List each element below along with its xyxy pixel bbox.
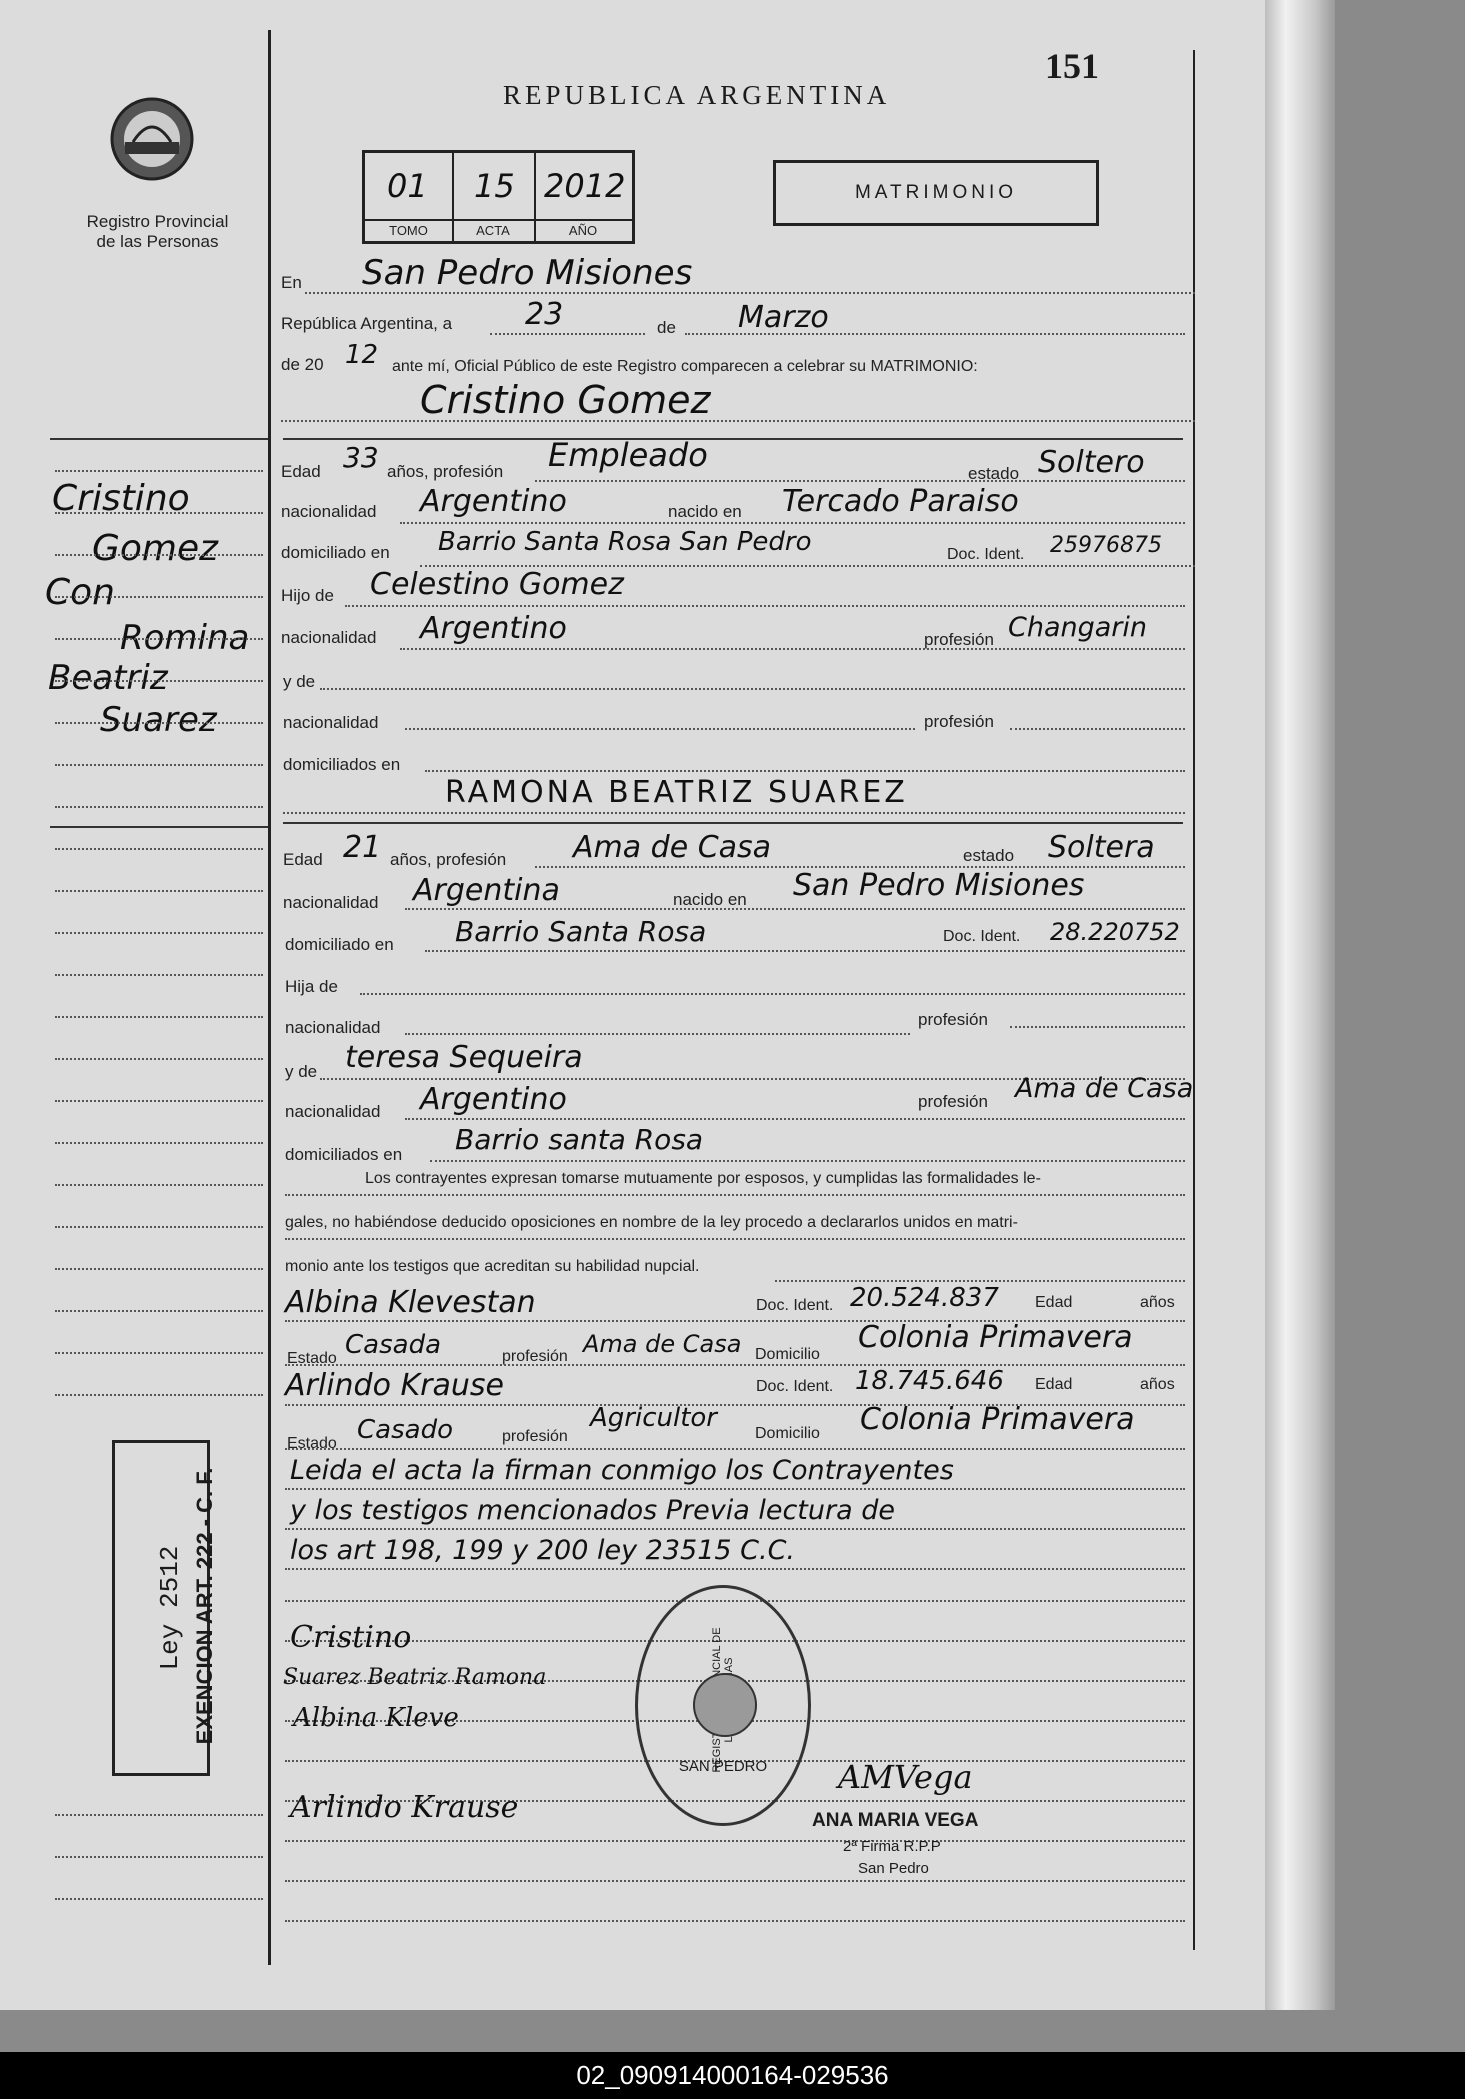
observation-line-1: Leida el acta la firman conmigo los Contrayentes bbox=[290, 1455, 954, 1486]
groom-estado: Soltero bbox=[1038, 445, 1145, 480]
groom-madre-nac-label: nacionalidad bbox=[283, 713, 379, 732]
bride-edad: 21 bbox=[343, 830, 382, 865]
bride-estado-label: estado bbox=[963, 846, 1015, 865]
groom-doc-label: Doc. Ident. bbox=[947, 546, 1025, 563]
groom-estado-label: estado bbox=[968, 464, 1020, 483]
margin-ruled-line bbox=[55, 512, 263, 514]
bride-doc-label: Doc. Ident. bbox=[943, 928, 1021, 945]
signature-bride: Suarez Beatriz Ramona bbox=[283, 1665, 547, 1690]
book-binding bbox=[1285, 0, 1335, 2010]
witness2-domicilio: Colonia Primavera bbox=[860, 1402, 1135, 1437]
witness1-edad-label: Edad bbox=[1035, 1294, 1073, 1311]
intro-month: Marzo bbox=[738, 300, 829, 335]
margin-ruled-line bbox=[55, 1856, 263, 1858]
groom-domiciliados-label: domiciliados en bbox=[283, 755, 401, 774]
margin-note-5: Beatriz bbox=[48, 658, 168, 698]
groom-yde-label: y de bbox=[283, 672, 316, 691]
witness1-estado: Casada bbox=[345, 1330, 442, 1360]
groom-domicilio: Barrio Santa Rosa San Pedro bbox=[438, 527, 812, 557]
bride-padre-nac-label: nacionalidad bbox=[285, 1018, 381, 1037]
bride-madre-nac: Argentino bbox=[420, 1082, 567, 1117]
bride-madre-prof: Ama de Casa bbox=[1015, 1073, 1194, 1104]
witness1-profesion: Ama de Casa bbox=[583, 1330, 742, 1358]
margin-note-4: Romina bbox=[120, 618, 250, 658]
margin-ruled-line bbox=[55, 1310, 263, 1312]
witness1-doc: 20.524.837 bbox=[850, 1283, 999, 1313]
margin-rule bbox=[268, 30, 271, 1965]
bride-estado: Soltera bbox=[1048, 830, 1155, 865]
declaration-line-1: Los contrayentes expresan tomarse mutuamente por esposos, y cumplidas las formalidades le- bbox=[365, 1170, 1041, 1187]
bride-domicilio: Barrio Santa Rosa bbox=[455, 915, 707, 948]
signature-groom: Cristino bbox=[290, 1620, 412, 1655]
margin-ruled-line bbox=[55, 890, 263, 892]
groom-madre-prof-label: profesión bbox=[924, 712, 994, 731]
witness1-anos-label: años bbox=[1140, 1294, 1175, 1311]
margin-note-2: Gomez bbox=[92, 528, 219, 569]
groom-padre-prof: Changarin bbox=[1008, 612, 1148, 643]
groom-nac-label: nacionalidad bbox=[281, 502, 377, 521]
ante-text: ante mí, Oficial Público de este Registro comparecen a celebrar su MATRIMONIO: bbox=[392, 358, 978, 375]
margin-ruled-line bbox=[55, 1142, 263, 1144]
exemption-stamp bbox=[112, 1440, 217, 1776]
file-id: 02_090914000164-029536 bbox=[576, 2060, 889, 2090]
acta-value: 15 bbox=[474, 167, 515, 205]
margin-ruled-line bbox=[55, 1394, 263, 1396]
groom-nacido: Tercado Paraiso bbox=[782, 484, 1019, 519]
margin-ruled-line bbox=[55, 974, 263, 976]
witness1-estado-label: Estado bbox=[287, 1350, 337, 1367]
margin-note-3: Con bbox=[45, 572, 115, 613]
margin-note-1: Cristino bbox=[52, 478, 190, 519]
en-label: En bbox=[281, 273, 302, 292]
groom-padre-prof-label: profesión bbox=[924, 630, 994, 649]
bride-nacido: San Pedro Misiones bbox=[793, 868, 1085, 903]
intro-day: 23 bbox=[525, 297, 564, 332]
bride-domicilio-padres: Barrio santa Rosa bbox=[455, 1123, 704, 1156]
bride-edad-label: Edad bbox=[283, 850, 323, 869]
margin-ruled-line bbox=[55, 1352, 263, 1354]
witness1-dom-label: Domicilio bbox=[755, 1346, 820, 1363]
bride-name: RAMONA BEATRIZ SUAREZ bbox=[445, 775, 908, 810]
official-title: 2ª Firma R.P.P bbox=[843, 1838, 941, 1855]
official-place: San Pedro bbox=[858, 1860, 929, 1877]
witness2-doc-label: Doc. Ident. bbox=[756, 1378, 834, 1395]
signature-witness1: Albina Kleve bbox=[293, 1703, 459, 1733]
bride-dom-label: domiciliado en bbox=[285, 935, 394, 954]
province-logo bbox=[105, 92, 200, 187]
margin-ruled-line bbox=[55, 1898, 263, 1900]
groom-profesion: Empleado bbox=[548, 436, 708, 474]
margin-ruled-line bbox=[55, 470, 263, 472]
witness2-profesion: Agricultor bbox=[590, 1403, 717, 1433]
bride-yde-label: y de bbox=[285, 1062, 318, 1081]
intro-place: San Pedro Misiones bbox=[362, 253, 693, 293]
anio-label: AÑO bbox=[534, 219, 632, 238]
bride-madre-nac-label: nacionalidad bbox=[285, 1102, 381, 1121]
bride-nac-label: nacionalidad bbox=[283, 893, 379, 912]
margin-ruled-line bbox=[55, 1058, 263, 1060]
bride-nacido-label: nacido en bbox=[673, 890, 747, 909]
year-prefix: de 20 bbox=[281, 355, 324, 374]
witness2-estado-label: Estado bbox=[287, 1435, 337, 1452]
declaration-line-3: monio ante los testigos que acreditan su habilidad nupcial. bbox=[285, 1258, 700, 1275]
tomo-value: 01 bbox=[387, 167, 428, 205]
groom-nacido-label: nacido en bbox=[668, 502, 742, 521]
witness2-prof-label: profesión bbox=[502, 1428, 568, 1445]
observation-line-2: y los testigos mencionados Previa lectura de bbox=[290, 1495, 895, 1526]
anio-value: 2012 bbox=[544, 167, 626, 205]
margin-ruled-line bbox=[55, 1268, 263, 1270]
margin-ruled-line bbox=[55, 722, 263, 724]
signature-witness2: Arlindo Krause bbox=[290, 1790, 519, 1825]
bride-madre-prof-label: profesión bbox=[918, 1092, 988, 1111]
page-number: 151 bbox=[1045, 46, 1099, 86]
margin-ruled-line bbox=[55, 1184, 263, 1186]
margin-ruled-line bbox=[55, 1814, 263, 1816]
witness1-prof-label: profesión bbox=[502, 1348, 568, 1365]
margin-ruled-line bbox=[55, 806, 263, 808]
witness1-domicilio: Colonia Primavera bbox=[858, 1320, 1133, 1355]
act-type-box bbox=[773, 160, 1099, 226]
groom-doc: 25976875 bbox=[1050, 533, 1162, 558]
margin-ruled-line bbox=[55, 596, 263, 598]
witness1-doc-label: Doc. Ident. bbox=[756, 1297, 834, 1314]
official-name: ANA MARIA VEGA bbox=[812, 1810, 979, 1831]
margin-ruled-line bbox=[55, 764, 263, 766]
margin-ruled-line bbox=[55, 638, 263, 640]
stamp-ley: Ley 2512 bbox=[155, 1545, 185, 1671]
margin-ruled-line bbox=[55, 1226, 263, 1228]
margin-ruled-line bbox=[55, 848, 263, 850]
groom-nacionalidad: Argentino bbox=[420, 484, 567, 519]
margin-ruled-line bbox=[55, 554, 263, 556]
groom-name: Cristino Gomez bbox=[420, 378, 711, 422]
witness2-dom-label: Domicilio bbox=[755, 1425, 820, 1442]
margin-ruled-line bbox=[55, 680, 263, 682]
bride-prof-label: años, profesión bbox=[390, 850, 507, 869]
margin-ruled-line bbox=[55, 932, 263, 934]
record-box bbox=[362, 150, 635, 244]
registry-seal bbox=[635, 1585, 811, 1826]
act-type: MATRIMONIO bbox=[854, 182, 1018, 203]
right-rule bbox=[1193, 50, 1195, 1950]
bride-profesion: Ama de Casa bbox=[573, 830, 772, 865]
witness2-name: Arlindo Krause bbox=[285, 1368, 504, 1403]
margin-ruled-line bbox=[55, 1100, 263, 1102]
file-id-bar bbox=[0, 2052, 1465, 2099]
year-suffix: 12 bbox=[345, 340, 379, 370]
bride-padre-prof-label: profesión bbox=[918, 1010, 988, 1029]
seal-emblem bbox=[693, 1673, 757, 1737]
declaration-line-2: gales, no habiéndose deducido oposiciones en nombre de la ley procedo a declararlos unidos en matri- bbox=[285, 1214, 1018, 1231]
bride-doc: 28.220752 bbox=[1050, 918, 1180, 946]
bride-hija-label: Hija de bbox=[285, 977, 338, 996]
registry-name: Registro Provincial de las Personas bbox=[86, 212, 229, 251]
witness2-edad-label: Edad bbox=[1035, 1376, 1073, 1393]
republica-label: República Argentina, a bbox=[281, 314, 453, 333]
bride-domiciliados-label: domiciliados en bbox=[285, 1145, 403, 1164]
signature-official: AMVega bbox=[838, 1758, 973, 1796]
stamp-exencion: EXENCION ART. 222 - C. F. bbox=[192, 1467, 217, 1745]
groom-prof-label: años, profesión bbox=[387, 462, 504, 481]
seal-place: SAN PEDRO bbox=[678, 1758, 768, 1775]
margin-ruled-line bbox=[55, 1016, 263, 1018]
groom-padre-nac-label: nacionalidad bbox=[281, 628, 377, 647]
country-title: REPUBLICA ARGENTINA bbox=[503, 80, 891, 110]
bride-nacionalidad: Argentina bbox=[413, 873, 560, 908]
groom-padre: Celestino Gomez bbox=[370, 567, 624, 602]
witness2-estado: Casado bbox=[357, 1415, 453, 1445]
witness1-name: Albina Klevestan bbox=[285, 1285, 536, 1320]
groom-padre-nac: Argentino bbox=[420, 611, 567, 646]
groom-edad: 33 bbox=[343, 441, 379, 474]
witness2-anos-label: años bbox=[1140, 1376, 1175, 1393]
groom-dom-label: domiciliado en bbox=[281, 543, 390, 562]
acta-label: ACTA bbox=[452, 219, 534, 238]
groom-hijo-label: Hijo de bbox=[281, 586, 334, 605]
de-label: de bbox=[657, 318, 676, 337]
tomo-label: TOMO bbox=[365, 219, 452, 238]
groom-edad-label: Edad bbox=[281, 462, 321, 481]
witness2-doc: 18.745.646 bbox=[855, 1366, 1004, 1396]
margin-note-6: Suarez bbox=[100, 700, 217, 740]
observation-line-3: los art 198, 199 y 200 ley 23515 C.C. bbox=[290, 1535, 795, 1566]
bride-madre: teresa Sequeira bbox=[345, 1040, 583, 1075]
